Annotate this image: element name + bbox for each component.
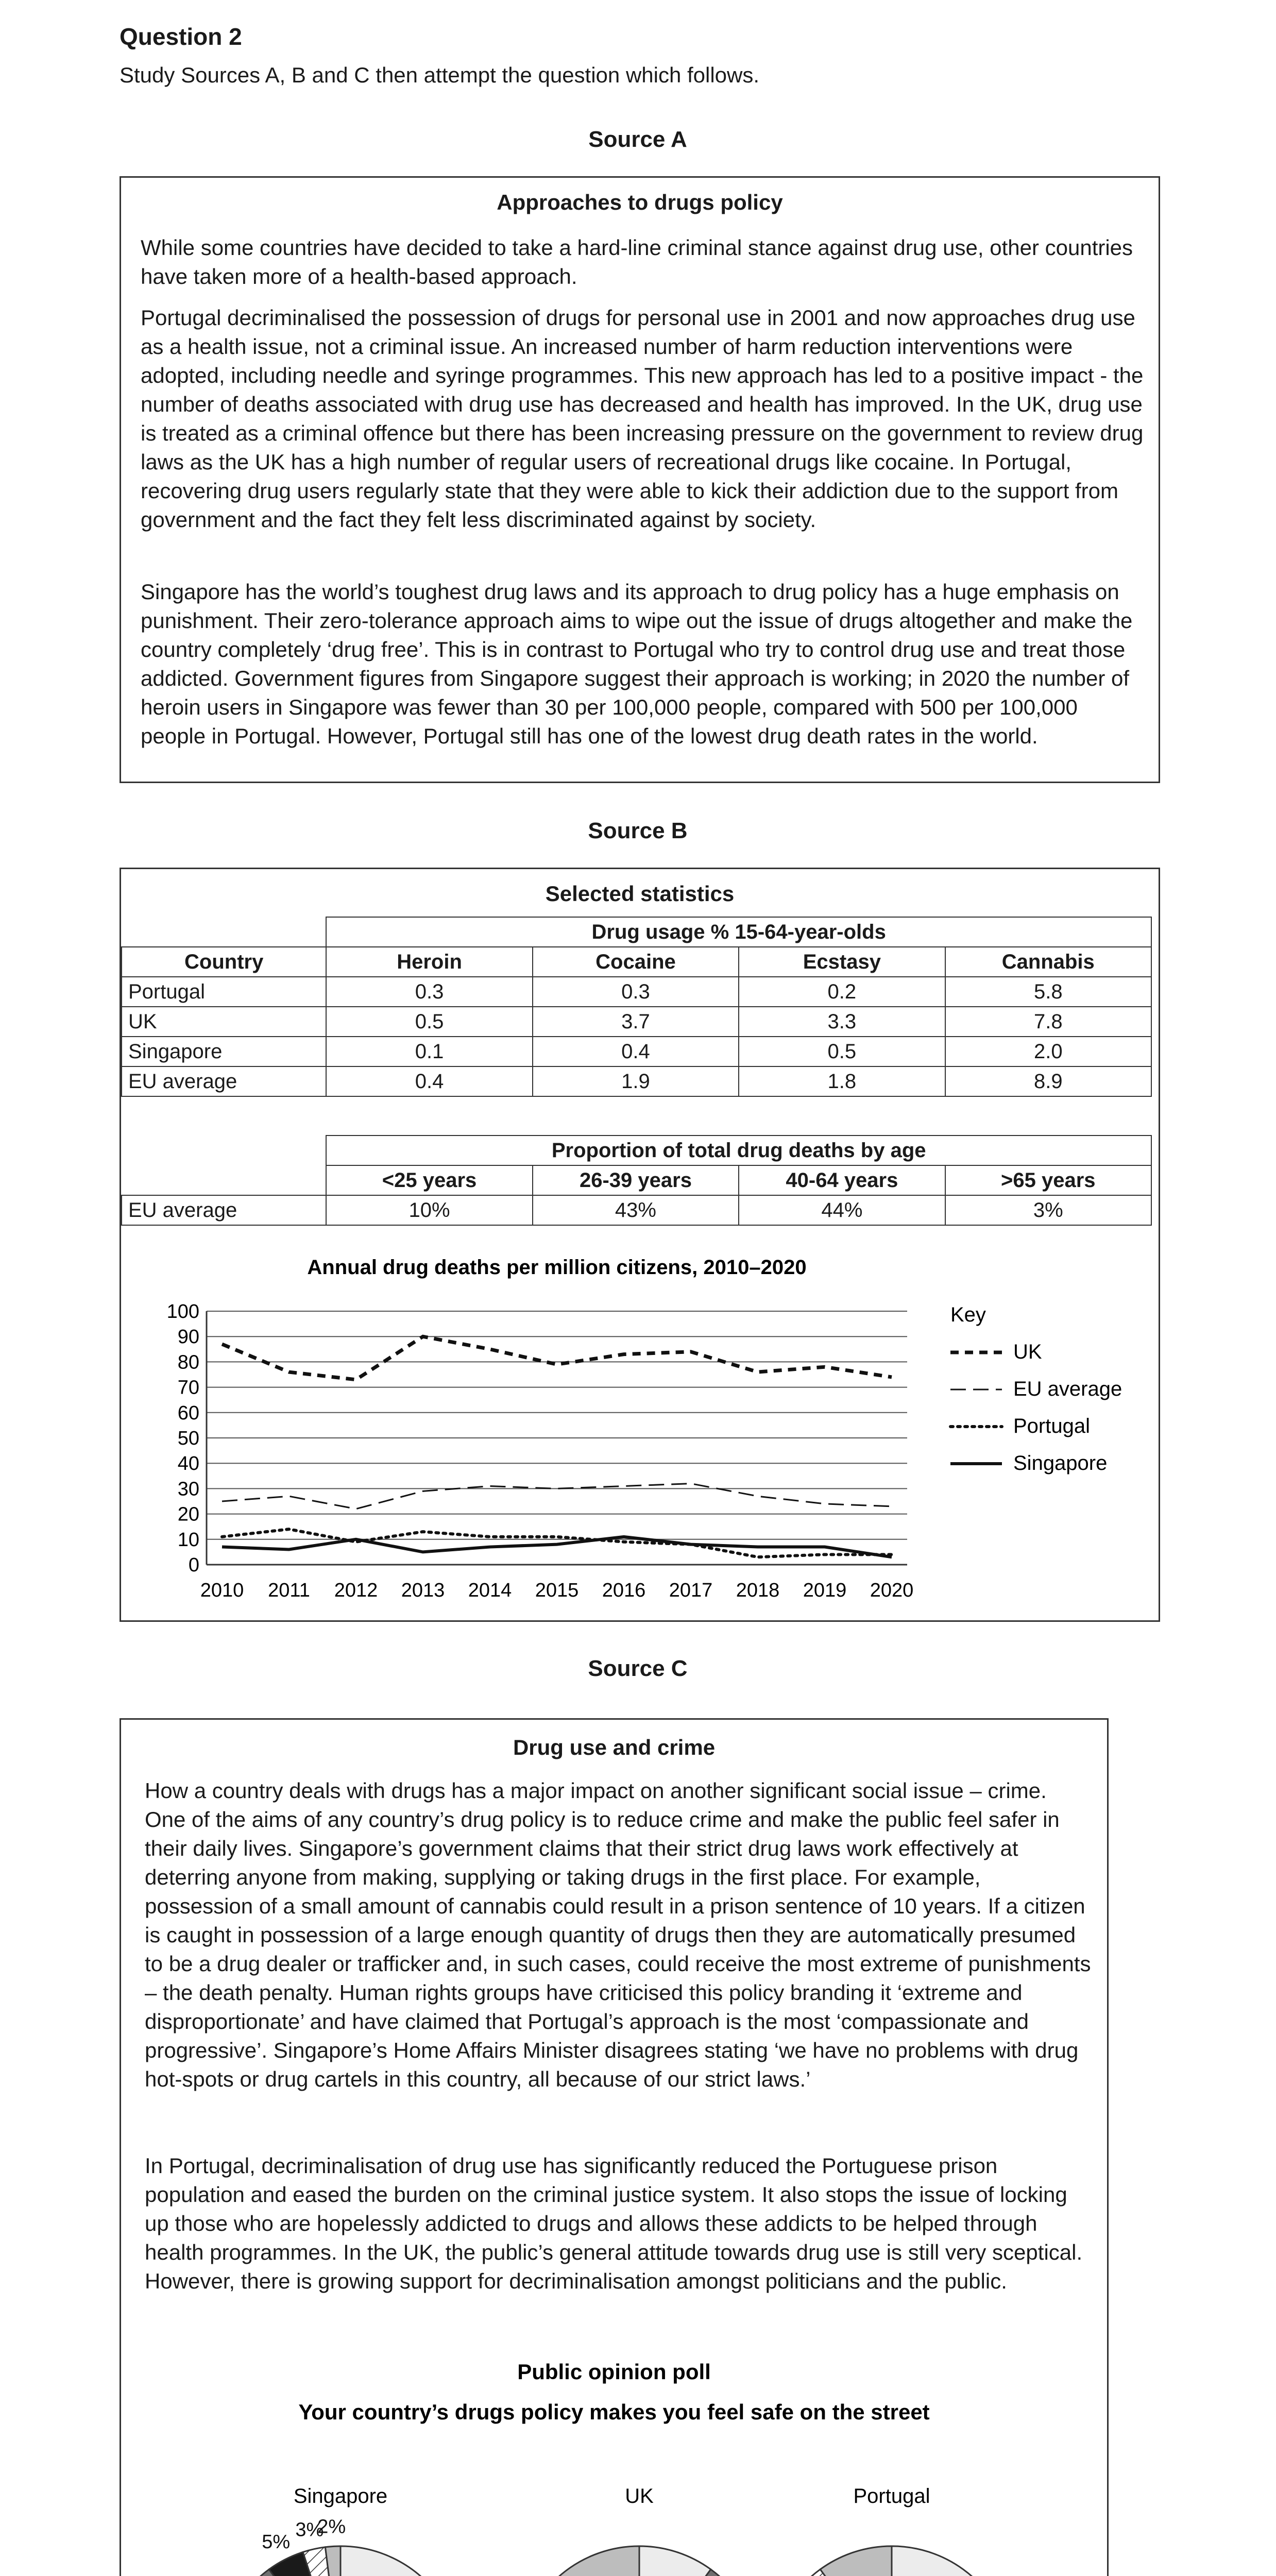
table-cell: 0.2: [739, 977, 945, 1007]
source-a-title: Approaches to drugs policy: [497, 190, 783, 214]
pie-slice-portugal-strongly-disagree: [820, 2546, 892, 2576]
pie-name-portugal: Portugal: [853, 2485, 930, 2507]
question-intro: Study Sources A, B and C then attempt the question which follows.: [120, 63, 760, 87]
y-tick-label: 80: [177, 1351, 199, 1374]
pie-slice-uk-strongly-disagree: [518, 2546, 639, 2576]
y-tick-label: 60: [177, 1402, 199, 1424]
source-a-paragraph-2: Portugal decriminalised the possession of drugs for personal use in 2001 and now approaches drug use as a health issue, not a criminal issue. An increased number of harm reduction interventions were adopted, including needle and syringe programmes. This new approach has led to a positive impact - the number of deaths associated with drug use has decreased and health has improved. In the UK, drug use is treated as a criminal offence but there has been increasing pressure on the government to review drug laws as the UK has a high number of regular users of recreational drugs like cocaine. In Portugal, recovering drug users regularly state that they were able to kick their addiction due to the support from government and the fact they felt less discriminated against by society.: [141, 306, 1144, 532]
pie-label: 5%: [262, 2531, 291, 2553]
column-header: Heroin: [326, 947, 532, 977]
drug-deaths-line-chart: [121, 1256, 1159, 1621]
source-c-paragraph-1: How a country deals with drugs has a major impact on another significant social issue – crime. One of the aims of any country’s drug policy is to reduce crime and make the public feel safer in their daily lives. Singapore’s government claims that their strict drug laws work effectively at deterring anyone from making, supplying or taking drugs in the first place. For example, possession of a small amount of cannabis could result in a prison sentence of 10 years. If a citizen is caught in possession of a large enough quantity of drugs then they are automatically presumed to be a drug dealer or trafficker and, in such cases, could receive the most extreme of punishments – the death penalty. Human rights groups have criticised this policy branding it ‘extreme and disproportionate’ and have claimed that Portugal’s approach is the most ‘compassionate and progressive’. Singapore’s Home Affairs Minister disagrees stating ‘we have no problems with drug hot-spots or drug cartels in this country, all because of our strict laws.’: [145, 1778, 1091, 2091]
table-row: [122, 977, 1151, 1007]
pie-chart-subtitle: Your country’s drugs policy makes you feel safe on the street: [298, 2400, 930, 2424]
legend-label: Portugal: [1013, 1415, 1090, 1437]
table-cell: 8.9: [945, 1066, 1151, 1096]
y-tick-label: 70: [177, 1377, 199, 1399]
table-cell: 0.4: [326, 1066, 532, 1096]
table-cell: 5.8: [945, 977, 1151, 1007]
x-tick-label: 2010: [200, 1580, 244, 1601]
row-label: UK: [122, 1007, 326, 1037]
x-tick-label: 2015: [535, 1580, 579, 1601]
source-c-box: [120, 1718, 1109, 2576]
legend-label: UK: [1013, 1341, 1042, 1363]
table-row: [122, 1066, 1151, 1096]
x-tick-label: 2011: [268, 1580, 310, 1601]
column-header: 26-39 years: [533, 1165, 739, 1195]
y-tick-label: 0: [188, 1554, 199, 1576]
table-cell: 0.3: [533, 977, 739, 1007]
source-c-heading: Source C: [588, 1656, 688, 1681]
pie-name-singapore: Singapore: [293, 2485, 388, 2507]
y-tick-label: 40: [177, 1453, 199, 1475]
table-cell: 10%: [326, 1195, 532, 1225]
column-header: >65 years: [945, 1165, 1151, 1195]
source-a-paragraph-3: Singapore has the world’s toughest drug laws and its approach to drug policy has a huge emphasis on punishment. Their zero-tolerance approach aims to wipe out the issue of drugs altogether and make the country completely ‘drug free’. This is in contrast to Portugal who try to control drug use and treat those addicted. Government figures from Singapore suggest their approach is working; in 2020 the number of heroin users in Singapore was fewer than 30 per 100,000 people, compared with 500 per 100,000 people in Portugal. However, Portugal still has one of the lowest drug death rates in the world.: [141, 580, 1133, 748]
x-tick-label: 2014: [468, 1580, 512, 1601]
table-cell: 44%: [739, 1195, 945, 1225]
drug-usage-table: [121, 917, 1152, 1097]
table-cell: 7.8: [945, 1007, 1151, 1037]
y-tick-label: 30: [177, 1478, 199, 1500]
question-title: Question 2: [120, 23, 242, 50]
table-cell: 0.4: [533, 1037, 739, 1066]
x-tick-label: 2012: [334, 1580, 378, 1601]
table-cell: 3.7: [533, 1007, 739, 1037]
legend-label: Singapore: [1013, 1452, 1108, 1475]
age-deaths-group-header: Proportion of total drug deaths by age: [326, 1136, 1151, 1165]
table-cell: 2.0: [945, 1037, 1151, 1066]
drug-usage-header-row: [122, 947, 1151, 977]
table-cell: 0.5: [739, 1037, 945, 1066]
source-a-heading: Source A: [588, 127, 687, 152]
opinion-poll-pie-charts: [121, 2353, 1107, 2576]
age-deaths-table: [121, 1135, 1152, 1226]
table-cell: 0.1: [326, 1037, 532, 1066]
table-cell: 3%: [945, 1195, 1151, 1225]
legend-label: EU average: [1013, 1378, 1122, 1400]
line-chart-title: Annual drug deaths per million citizens, 2010–2020: [307, 1256, 807, 1279]
y-tick-label: 50: [177, 1428, 199, 1449]
table-cell: 1.9: [533, 1066, 739, 1096]
row-label: Portugal: [122, 977, 326, 1007]
x-tick-label: 2018: [736, 1580, 780, 1601]
row-label: Singapore: [122, 1037, 326, 1066]
source-b-title: Selected statistics: [545, 882, 735, 906]
x-tick-label: 2013: [401, 1580, 445, 1601]
table-cell: 0.3: [326, 977, 532, 1007]
y-tick-label: 20: [177, 1503, 199, 1526]
table-cell: 0.5: [326, 1007, 532, 1037]
table-cell: 3.3: [739, 1007, 945, 1037]
x-tick-label: 2016: [602, 1580, 646, 1601]
source-c-title: Drug use and crime: [513, 1735, 716, 1759]
table-row: [122, 1037, 1151, 1066]
column-header: 40-64 years: [739, 1165, 945, 1195]
y-tick-label: 10: [177, 1529, 199, 1551]
x-tick-label: 2017: [669, 1580, 713, 1601]
series-line-eu-average: [222, 1484, 892, 1509]
table-cell: 1.8: [739, 1066, 945, 1096]
column-header: <25 years: [326, 1165, 532, 1195]
table-row: [122, 1195, 1151, 1225]
source-b-heading: Source B: [588, 818, 688, 843]
line-legend-title: Key: [950, 1303, 986, 1326]
table-row: [122, 1007, 1151, 1037]
pie-label: 3%: [295, 2519, 324, 2541]
column-header: Country: [122, 947, 326, 977]
pie-name-uk: UK: [625, 2485, 654, 2507]
y-tick-label: 90: [177, 1326, 199, 1348]
source-b-box: [120, 868, 1160, 1622]
row-label: EU average: [122, 1066, 326, 1096]
drug-usage-group-header: Drug usage % 15-64-year-olds: [326, 917, 1151, 947]
source-c-paragraph-2: In Portugal, decriminalisation of drug use has significantly reduced the Portuguese prison population and eased the burden on the criminal justice system. It also stops the issue of locking up those who are hopelessly addicted to drugs and allows these addicts to be helped through health programmes. In the UK, the public’s general attitude towards drug use is still very sceptical. However, there is growing support for decriminalisation amongst politicians and the public.: [145, 2154, 1083, 2293]
column-header: Cocaine: [533, 947, 739, 977]
source-a-box: [120, 176, 1160, 783]
pie-chart-title: Public opinion poll: [517, 2360, 711, 2384]
pie-slice-uk-strongly-agree: [639, 2546, 711, 2576]
column-header: Cannabis: [945, 947, 1151, 977]
x-tick-label: 2020: [870, 1580, 914, 1601]
series-line-uk: [222, 1336, 892, 1380]
x-tick-label: 2019: [803, 1580, 847, 1601]
table-cell: 43%: [533, 1195, 739, 1225]
column-header: Ecstasy: [739, 947, 945, 977]
row-label: EU average: [122, 1195, 326, 1225]
source-a-paragraph-1: While some countries have decided to take a hard-line criminal stance against drug use, other countries have taken more of a health-based approach.: [141, 235, 1133, 289]
pie-label: 2%: [317, 2516, 346, 2538]
y-tick-label: 100: [166, 1301, 199, 1323]
pie-slice-portugal-strongly-agree: [892, 2546, 1007, 2576]
